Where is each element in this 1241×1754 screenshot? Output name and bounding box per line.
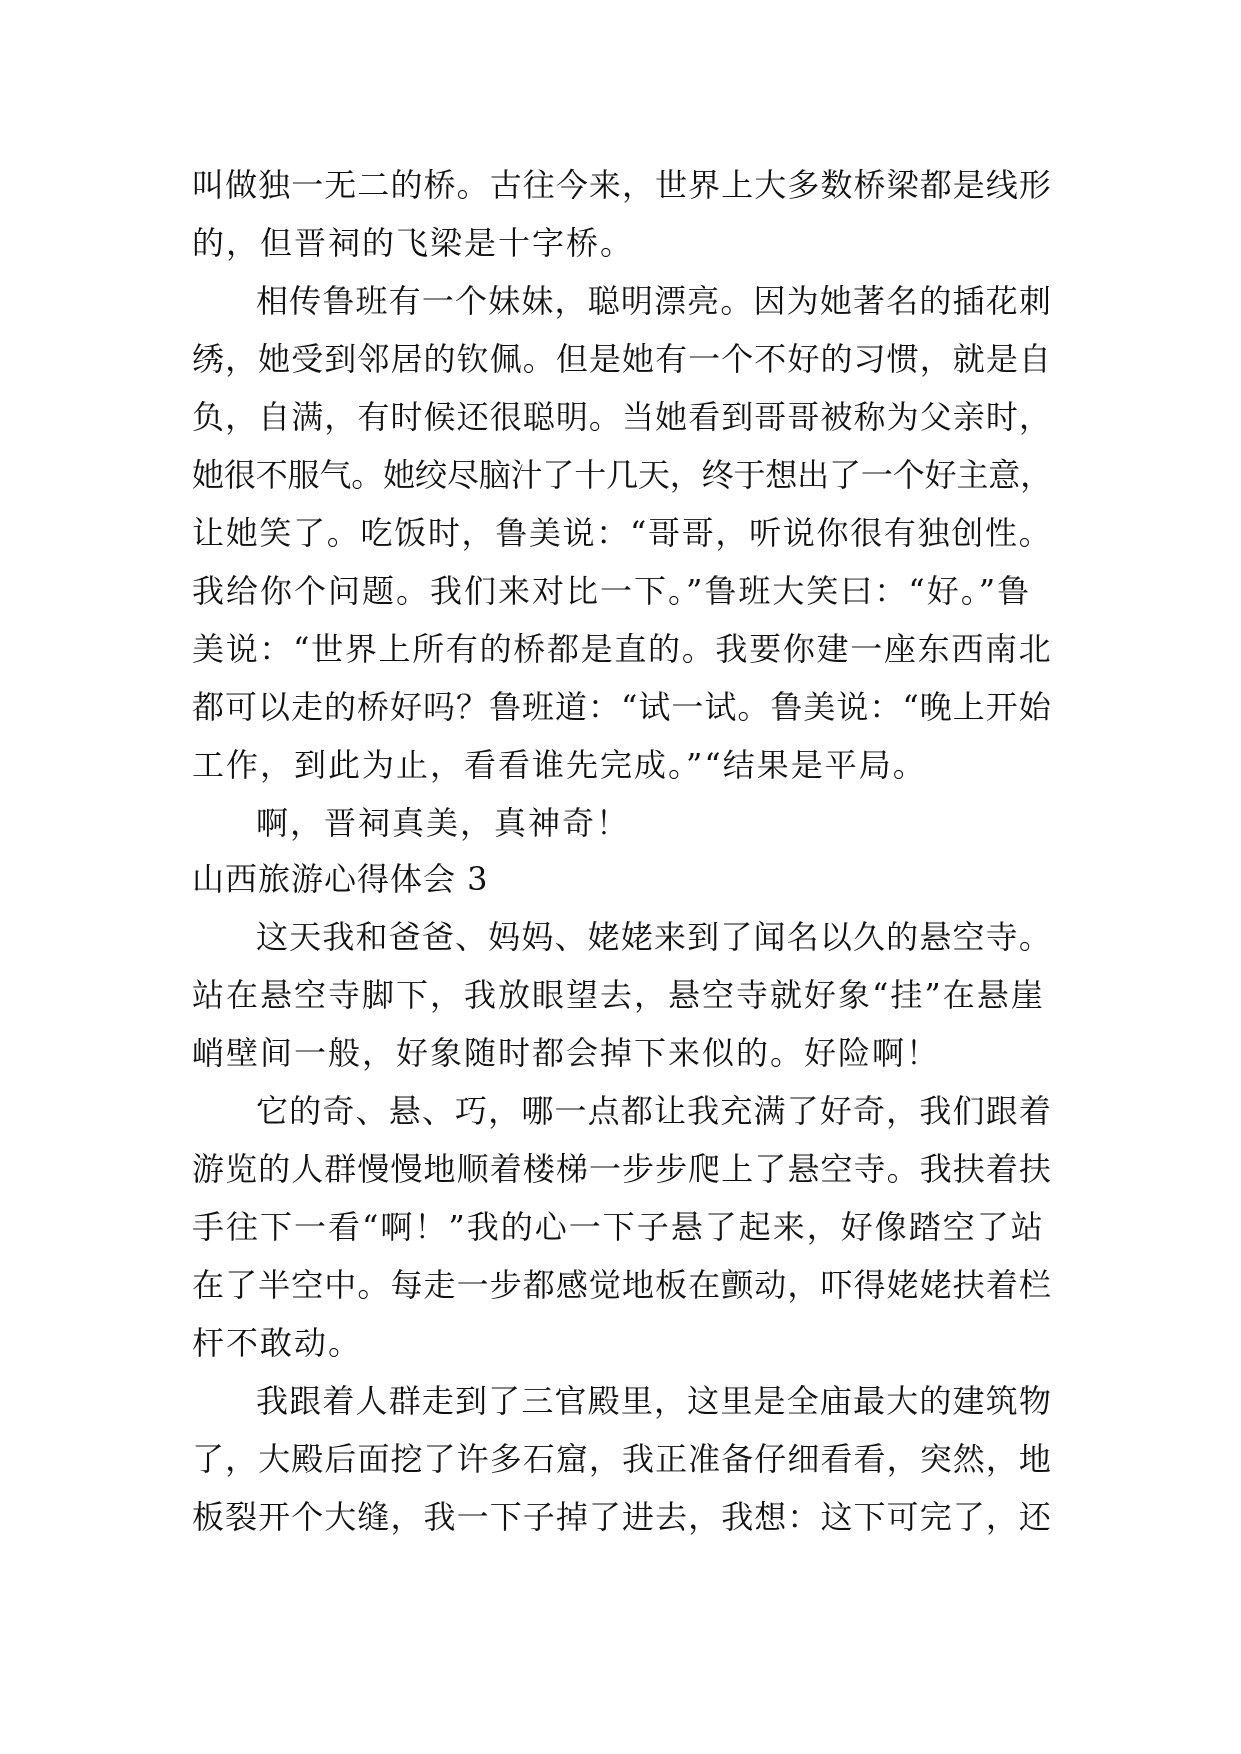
text-line: 美说：“世界上所有的桥都是直的。我要你建一座东西南北 <box>192 630 1053 668</box>
section-heading: 山西旅游心得体会 3 <box>192 860 489 898</box>
text-line: 负，自满，有时候还很聪明。当她看到哥哥被称为父亲时， <box>192 398 1053 436</box>
paragraph-first-line: 它的奇、悬、巧，哪一点都让我充满了好奇，我们跟着 <box>256 1092 1053 1130</box>
paragraph-first-line: 相传鲁班有一个妹妹，聪明漂亮。因为她著名的插花刺 <box>256 282 1053 320</box>
text-line: 游览的人群慢慢地顺着楼梯一步步爬上了悬空寺。我扶着扶 <box>192 1150 1053 1188</box>
text-line: 了，大殿后面挖了许多石窟，我正准备仔细看看，突然，地 <box>192 1440 1053 1478</box>
paragraph-first-line: 我跟着人群走到了三官殿里，这里是全庙最大的建筑物 <box>256 1382 1053 1420</box>
text-line: 绣，她受到邻居的钦佩。但是她有一个不好的习惯，就是自 <box>192 340 1053 378</box>
text-line: 都可以走的桥好吗？鲁班道：“试一试。鲁美说：“晚上开始 <box>192 688 1052 726</box>
text-line: 我给你个问题。我们来对比一下。”鲁班大笑曰：“好。”鲁 <box>192 572 1032 610</box>
text-line: 工作，到此为止，看看谁先完成。”“结果是平局。 <box>192 746 927 784</box>
text-line: 杆不敢动。 <box>192 1324 363 1362</box>
text-line: 的，但晋祠的飞梁是十字桥。 <box>192 224 635 262</box>
text-line: 让她笑了。吃饭时，鲁美说：“哥哥，听说你很有独创性。 <box>192 514 1053 552</box>
text-line: 在了半空中。每走一步都感觉地板在颤动，吓得姥姥扶着栏 <box>192 1266 1053 1304</box>
text-line: 板裂开个大缝，我一下子掉了进去，我想：这下可完了，还 <box>192 1498 1053 1536</box>
text-line: 她很不服气。她绞尽脑汁了十几天，终于想出了一个好主意， <box>192 456 1053 494</box>
text-line: 峭壁间一般，好象随时都会掉下来似的。好险啊！ <box>192 1034 941 1072</box>
text-line: 站在悬空寺脚下，我放眼望去，悬空寺就好象“挂”在悬崖 <box>192 976 1045 1014</box>
text-line: 手往下一看“啊！”我的心一下子悬了起来，好像踏空了站 <box>192 1208 1045 1246</box>
paragraph-first-line: 啊，晋祠真美，真神奇！ <box>256 804 631 842</box>
paragraph-first-line: 这天我和爸爸、妈妈、姥姥来到了闻名以久的悬空寺。 <box>256 918 1053 956</box>
text-line: 叫做独一无二的桥。古往今来，世界上大多数桥梁都是线形 <box>192 166 1053 204</box>
